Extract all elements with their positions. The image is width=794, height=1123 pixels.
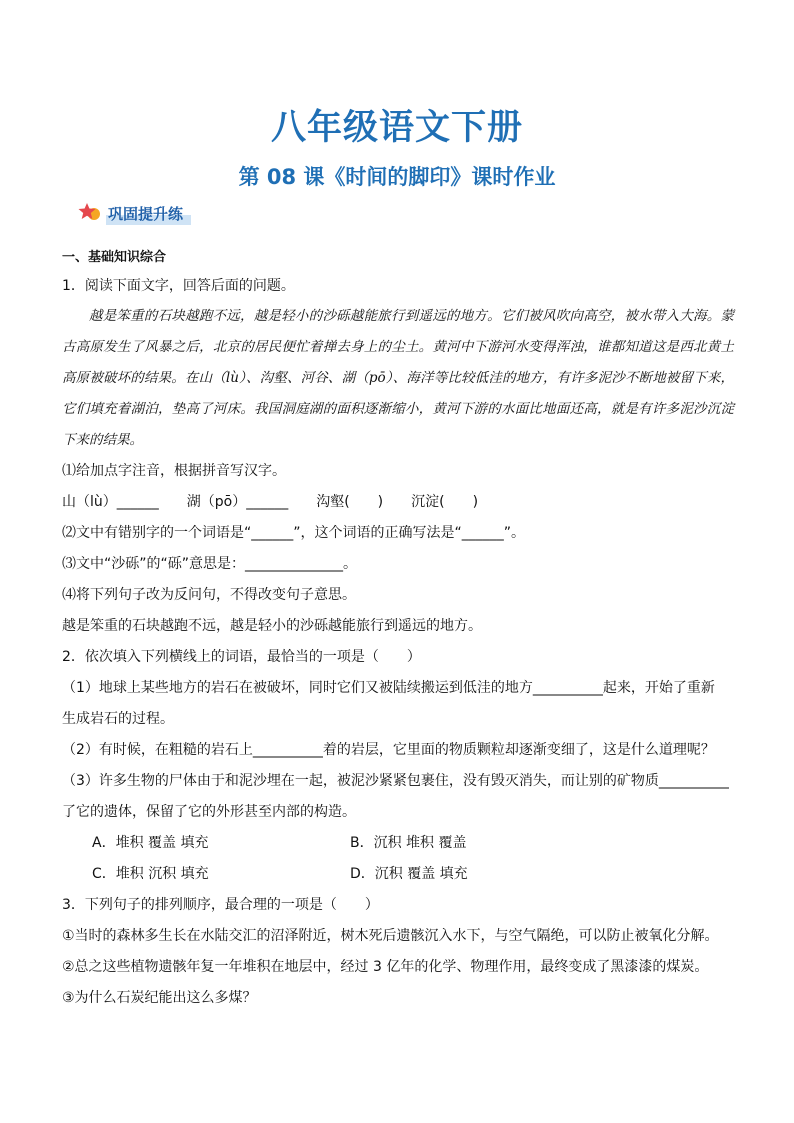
- option-a: A．堆积 覆盖 填充: [92, 835, 209, 851]
- question-1-sub-3: ⑶文中“沙砾”的“砾”意思是：______________。: [62, 556, 358, 572]
- question-2-options-row-2: [62, 859, 734, 890]
- question-3-item-1: ①当时的森林多生长在水陆交汇的沼泽附近，树木死后遗骸沉入水下，与空气隔绝，可以防止被氧化分解。: [62, 928, 719, 944]
- section-tag: [78, 202, 191, 226]
- part-heading: 一、基础知识综合: [62, 250, 167, 265]
- page-title: 八年级语文下册: [270, 108, 523, 148]
- question-2-sentence-1b: 生成岩石的过程。: [62, 711, 174, 727]
- question-1-sub-1: ⑴给加点字注音，根据拼音写汉字。: [62, 463, 286, 479]
- question-2-options-row-1: [62, 828, 734, 859]
- question-3-stem: 3．下列句子的排列顺序，最合理的一项是（ ）: [62, 897, 379, 913]
- option-b: B．沉积 堆积 覆盖: [350, 835, 467, 851]
- question-content: [62, 245, 734, 1014]
- reading-passage: 越是笨重的石块越跑不远，越是轻小的沙砾越能旅行到遥远的地方。它们被风吹向高空，被水带入大海。蒙古高原发生了风暴之后，北京的居民便忙着掸去身上的尘土。黄河中下游河水变得浑浊，谁都知道这是西北黄土高原被破坏的结果。在山（lù）、沟壑、河谷、湖（pō）、海洋等比较低洼的地方，有许多泥沙不断地被留下来，它们填充着湖泊，垫高了河床。我国洞庭湖的面积逐渐缩小，黄河下游的水面比地面还高，就是有许多泥沙沉淀下来的结果。: [62, 308, 734, 448]
- question-3-item-2: ②总之这些植物遗骸年复一年堆积在地层中，经过 3 亿年的化学、物理作用，最终变成了黑漆漆的煤炭。: [62, 959, 709, 975]
- question-3-item-3: ③为什么石炭纪能出这么多煤？: [62, 990, 257, 1006]
- question-2-sentence-2: （2）有时候，在粗糙的岩石上__________着的岩层，它里面的物质颗粒却逐渐变细了，这是什么道理呢？: [62, 742, 715, 758]
- question-2-sentence-3a: （3）许多生物的尸体由于和泥沙埋在一起，被泥沙紧紧包裹住，没有毁灭消失，而让别的矿物质__________: [62, 773, 729, 789]
- question-2-sentence-3b: 了它的遗体，保留了它的外形甚至内部的构造。: [62, 804, 356, 820]
- section-label: 巩固提升练: [106, 203, 191, 225]
- question-2-sentence-1a: （1）地球上某些地方的岩石在被破坏，同时它们又被陆续搬运到低洼的地方__________起来，开始了重新: [62, 680, 715, 696]
- question-1-sub-4-sentence: 越是笨重的石块越跑不远，越是轻小的沙砾越能旅行到遥远的地方。: [62, 618, 482, 634]
- question-1-sub-2: ⑵文中有错别字的一个词语是“______”，这个词语的正确写法是“______”。: [62, 525, 526, 541]
- question-1-sub-1-blanks: 山（lù）______ 湖（pō）______ 沟壑( ) 沉淀( ): [62, 494, 479, 510]
- option-c: C．堆积 沉积 填充: [92, 866, 209, 882]
- question-1-stem: 1．阅读下面文字，回答后面的问题。: [62, 278, 295, 294]
- star-badge-icon: [78, 202, 102, 226]
- page-subtitle: 第 08 课《时间的脚印》课时作业: [238, 165, 556, 189]
- question-2-stem: 2．依次填入下列横线上的词语，最恰当的一项是（ ）: [62, 649, 421, 665]
- option-d: D．沉积 覆盖 填充: [350, 866, 468, 882]
- question-1-sub-4: ⑷将下列句子改为反问句，不得改变句子意思。: [62, 587, 356, 603]
